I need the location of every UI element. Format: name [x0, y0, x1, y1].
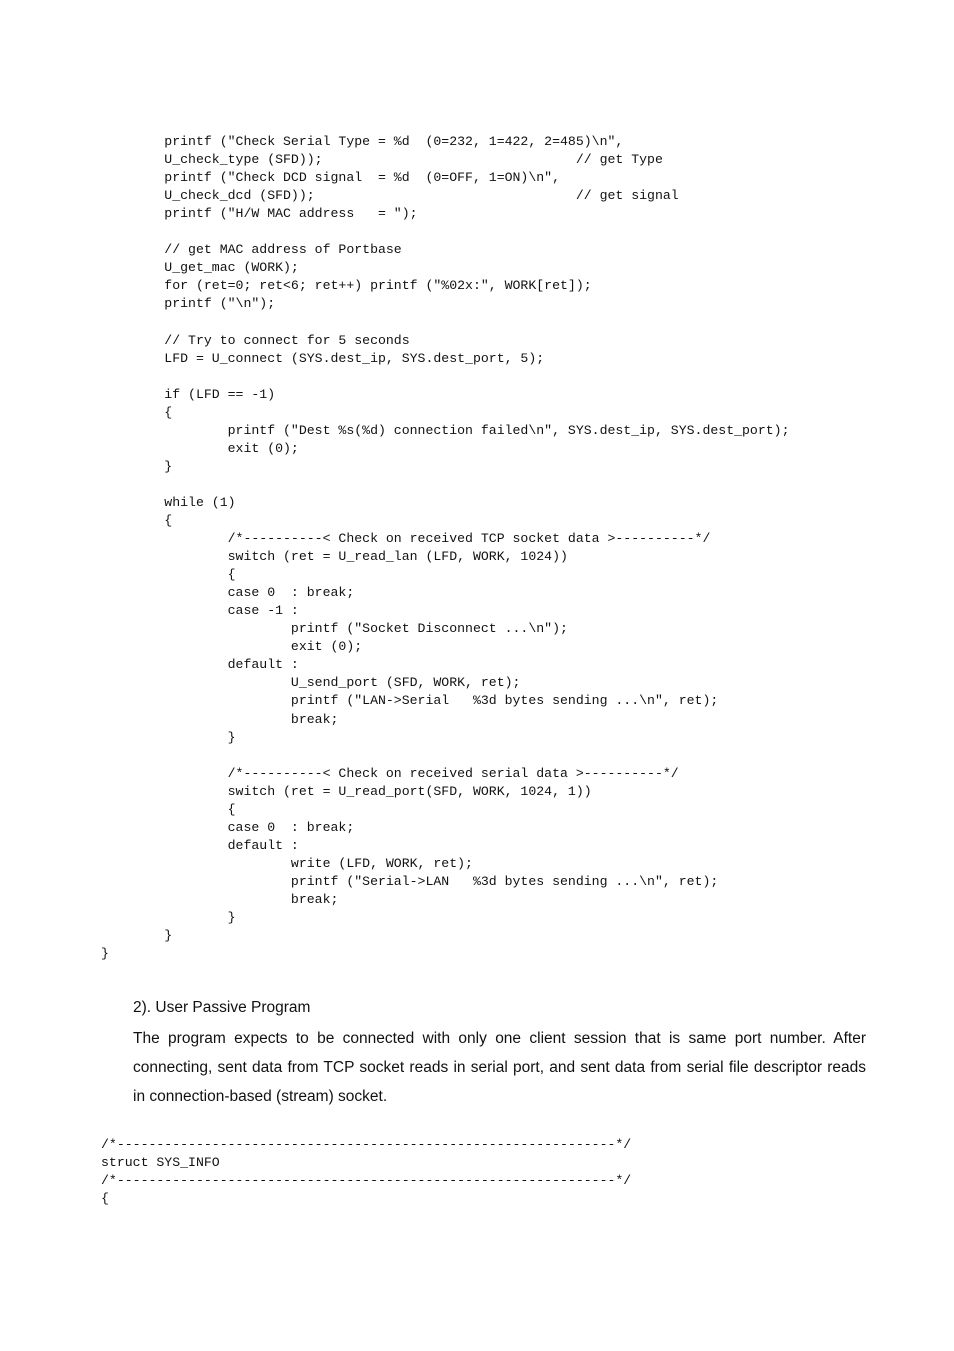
code-line: case 0 : break;	[101, 819, 355, 835]
code-line: U_check_dcd (SFD)); // get signal	[101, 188, 679, 204]
code-line	[101, 313, 790, 331]
code-line: printf ("Check Serial Type = %d (0=232, 1=422, 2=485)\n",	[101, 134, 624, 149]
code-line: /*---------------------------------------------------------------*/	[101, 1173, 632, 1189]
code-line	[101, 747, 790, 765]
code-line: if (LFD == -1)	[101, 386, 276, 402]
code-line: printf ("\n");	[101, 296, 276, 312]
code-line: printf ("LAN->Serial %3d bytes sending ...\n", ret);	[101, 693, 719, 709]
code-line: {	[101, 801, 236, 817]
code-line: printf ("Check DCD signal = %d (0=OFF, 1=ON)\n",	[101, 170, 560, 186]
code-line: case 0 : break;	[101, 585, 355, 601]
code-line: while (1)	[101, 494, 236, 510]
code-line	[101, 368, 790, 386]
code-line: write (LFD, WORK, ret);	[101, 855, 473, 871]
code-line: struct SYS_INFO	[101, 1155, 220, 1171]
code-line: default :	[101, 837, 299, 853]
code-line: }	[101, 458, 173, 474]
code-line: /*----------< Check on received serial data >----------*/	[101, 765, 679, 781]
code-line: U_get_mac (WORK);	[101, 260, 299, 276]
code-line: }	[101, 910, 236, 926]
code-line: U_check_type (SFD)); // get Type	[101, 152, 663, 168]
code-line: switch (ret = U_read_port(SFD, WORK, 1024, 1))	[101, 783, 592, 799]
code-line	[101, 476, 790, 494]
code-line: {	[101, 567, 236, 583]
code-line: U_send_port (SFD, WORK, ret);	[101, 675, 521, 691]
code-line: /*----------< Check on received TCP socket data >----------*/	[101, 531, 711, 547]
section-paragraph: The program expects to be connected with only one client session that is same port number. After connecting, sent data from TCP socket reads in serial port, and sent data from serial file descriptor reads in connection-based (stream) socket.	[133, 1030, 866, 1105]
code-line: case -1 :	[101, 603, 299, 619]
code-line: {	[101, 404, 173, 420]
code-line: printf ("H/W MAC address = ");	[101, 206, 418, 222]
code-line	[101, 223, 790, 241]
section-heading: 2). User Passive Program	[133, 999, 311, 1016]
code-line: printf ("Dest %s(%d) connection failed\n", SYS.dest_ip, SYS.dest_port);	[101, 422, 790, 438]
code-line: // Try to connect for 5 seconds	[101, 332, 410, 348]
code-listing-continued	[101, 133, 790, 963]
code-line: exit (0);	[101, 639, 363, 655]
code-line: printf ("Socket Disconnect ...\n");	[101, 621, 568, 637]
code-line: exit (0);	[101, 440, 299, 456]
code-line: {	[101, 512, 173, 528]
code-line: for (ret=0; ret<6; ret++) printf ("%02x:", WORK[ret]);	[101, 278, 592, 294]
code-line: printf ("Serial->LAN %3d bytes sending ...\n", ret);	[101, 873, 719, 889]
code-line: default :	[101, 657, 299, 673]
code-line: // get MAC address of Portbase	[101, 242, 402, 258]
code-line: LFD = U_connect (SYS.dest_ip, SYS.dest_port, 5);	[101, 350, 545, 366]
code-line: break;	[101, 711, 339, 727]
code-line: {	[101, 1191, 109, 1207]
code-line: }	[101, 946, 109, 962]
code-line: switch (ret = U_read_lan (LFD, WORK, 1024))	[101, 549, 568, 565]
code-line: }	[101, 729, 236, 745]
code-listing-struct	[101, 1136, 631, 1208]
code-line: }	[101, 928, 173, 944]
code-line: /*---------------------------------------------------------------*/	[101, 1137, 632, 1152]
code-line: break;	[101, 891, 339, 907]
